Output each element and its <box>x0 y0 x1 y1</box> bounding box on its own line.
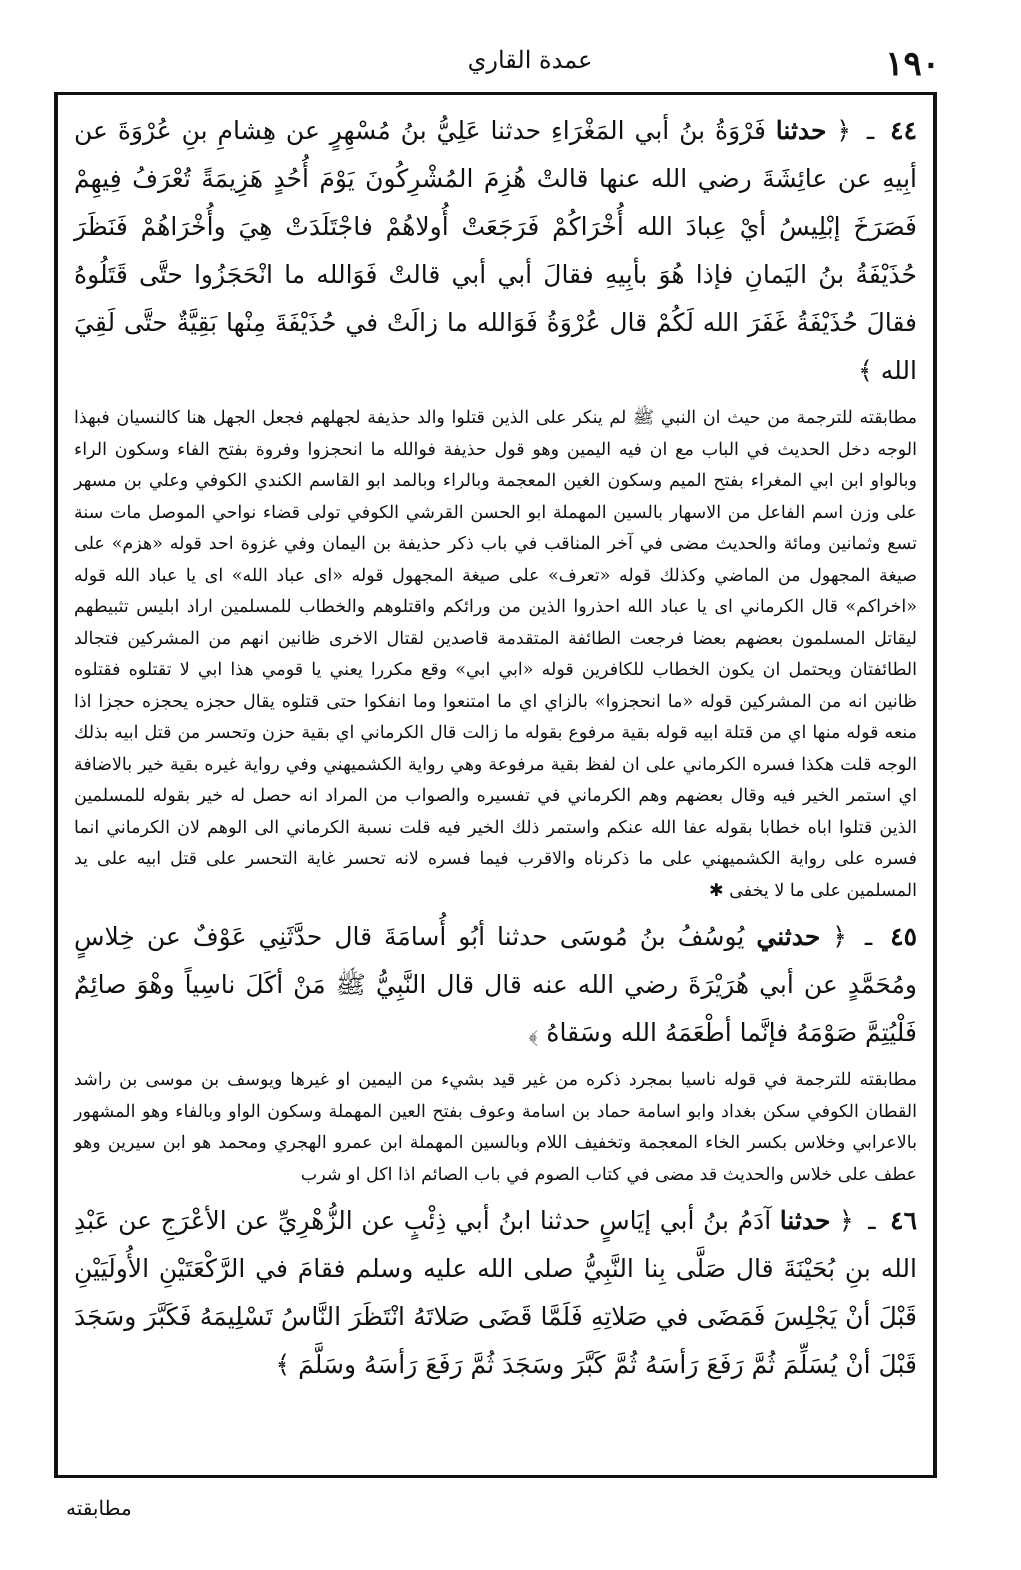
text-frame <box>54 92 937 1478</box>
ornament-open: ﴿ <box>839 1206 854 1235</box>
hadith-opening: حدثنا <box>779 1206 831 1235</box>
ornament-close: ﴾ <box>275 1350 291 1379</box>
hadith-number: ٤٦ <box>890 1206 917 1235</box>
ornament-open: ﴿ <box>836 116 852 145</box>
hadith-opening: حدثني <box>756 922 821 951</box>
hadith-number: ٤٤ <box>890 116 917 145</box>
end-mark: ✱ <box>708 880 724 901</box>
dash: ـ <box>866 116 875 145</box>
hadith-text: يُوسُفُ بنُ مُوسَى حدثنا أبُو أُسامَةَ قال حدَّثَنِي عَوْفٌ عن خِلاسٍ ومُحَمَّدٍ عن أبي هُرَيْرَةَ رضي الله عنه قال قال النَّبِيُّ ﷺ مَنْ أكَلَ ناسِياً وهْوَ صائِمٌ فَلْيُتِمَّ صَوْمَهُ فإنَّما أطْعَمَهُ الله وسَقاهُ <box>74 922 917 1047</box>
hadith-opening: حدثنا <box>775 116 827 145</box>
ornament-close: ﴾ <box>528 1018 539 1047</box>
dash: ـ <box>864 922 873 951</box>
hadith-46 <box>74 1197 917 1389</box>
page-number: ١٩٠ <box>885 44 940 84</box>
hadith-text: آدَمُ بنُ أبي إيَاسٍ حدثنا ابنُ أبي ذِئْبٍ عن الزُّهْرِيِّ عن الأعْرَجِ عن عَبْدِ الله بنِ بُحَيْنَةَ قال صَلَّى بِنا النَّبِيُّ صلى الله عليه وسلم فقامَ في الرَّكْعَتَيْنِ الأُولَيَيْنِ قَبْلَ أنْ يَجْلِسَ فَمَضَى في صَلاتِهِ فَلَمَّا قَضَى صَلاتَهُ انْتَظَرَ النَّاسُ تَسْلِيمَهُ فَكَبَّرَ وسَجَدَ قَبْلَ أنْ يُسَلِّمَ ثُمَّ رَفَعَ رَأسَهُ ثُمَّ كَبَّرَ وسَجَدَ ثُمَّ رَفَعَ رَأسَهُ وسَلَّمَ <box>74 1206 917 1379</box>
hadith-text: فَرْوَةُ بنُ أبي المَغْرَاءِ حدثنا عَلِيُّ بنُ مُسْهِرٍ عن هِشامِ بنِ عُرْوَةَ عن أبِيهِ عن عائِشَةَ رضي الله عنها قالتْ هُزِمَ المُشْرِكُونَ يَوْمَ أُحُدٍ هَزِيمَةً تُعْرَفُ فِيهِمْ فَصَرَخَ إبْلِيسُ أيْ عِبادَ الله أُخْرَاكُمْ فَرَجَعَتْ أُولاهُمْ فاجْتَلَدَتْ هِيَ وأُخْرَاهُمْ فَنَظَرَ حُذَيْفَةُ بنُ اليَمانِ فإذا هُوَ بأبِيهِ فقالَ أبي أبي قالتْ فَوَالله ما انْحَجَزُوا حتَّى قَتَلُوهُ فقالَ حُذَيْفَةُ غَفَرَ الله لَكُمْ قال عُرْوَةُ فَوَالله ما زالَتْ في حُذَيْفَةَ مِنْها بَقِيَّةٌ حتَّى لَقِيَ الله <box>74 116 917 385</box>
commentary-text: مطابقته للترجمة من حيث ان النبي ﷺ لم ينكر على الذين قتلوا والد حذيفة لجهلهم فجعل الجهل هنا كالنسيان فبهذا الوجه دخل الحديث في الباب مع ان فيه اليمين وهو قول حذيفة فوالله ما انحجزوا وفروة بفتح الفاء وسكون الراء وبالواو ابن ابي المغراء بفتح الميم وسكون الغين المعجمة وبالراء وبالمد ابو القاسم الكندي الكوفي وعلي بن مسهر على وزن اسم الفاعل من الاسهار بالسين المهملة ابو الحسن القرشي الكوفي تولى قضاء نواحي الموصل مات سنة تسع وثمانين ومائة والحديث مضى في آخر المناقب في باب ذكر حذيفة بن اليمان وفي غزوة احد قوله «هزم» على صيغة المجهول من الماضي وكذلك قوله «تعرف» على صيغة المجهول قوله «اى عباد الله» اى يا عباد الله قوله «اخراكم» قال الكرماني اى يا عباد الله احذروا الذين من ورائكم واقتلوهم والخطاب للمسلمين اراد ابليس تثبيطهم ليقاتل المسلمون بعضهم بعضا فرجعت الطائفة المتقدمة قاصدين لقتال الاخرى ظانين انهم من المشركين فتجالد الطائفتان ويحتمل ان يكون الخطاب للكافرين قوله «ابي ابي» وقع مكررا يعني يا قومي هذا ابي لا تقتلوه فقتلوه ظانين انه من المشركين قوله «ما انحجزوا» بالزاي اي ما امتنعوا وما انفكوا حتى قتلوه يقال حجزه يحجزه حجزا اذا منعه قوله منها اي من قتلة ابيه قوله بقية مرفوع بقوله ما زالت قال الكرماني اي بقية حزن وتحسر من قتل ابيه بذلك الوجه قلت هكذا فسره الكرماني على ان لفظ بقية مرفوعة وهي رواية الكشميهني وفي رواية غيره بقية خير بالاضافة اي استمر الخير فيه وقال بعضهم وهم الكرماني في تفسيره والصواب من المراد انه حصل له خير بقوله للمسلمين الذين قتلوا اباه خطابا بقوله عفا الله عنكم واستمر ذلك الخير فيه قلت نسبة الكرماني الى الوهم لان الكرماني انما فسره على رواية الكشميهني على ما ذكرناه والاقرب فيما فسره لانه تحسر غاية التحسر على قتل ابيه على يد المسلمين على ما لا يخفى <box>74 408 917 901</box>
ornament-open: ﴿ <box>832 922 847 951</box>
catchword: مطابقته <box>66 1496 132 1520</box>
commentary-text: مطابقته للترجمة في قوله ناسيا بمجرد ذكره من غير قيد بشيء من اليمين او غيرها ويوسف بن موسى بن راشد القطان الكوفي سكن بغداد وابو اسامة حماد بن اسامة وعوف بفتح العين المهملة وسكون الواو وبالفاء وهو المشهور بالاعرابي وخلاس بكسر الخاء المعجمة وتخفيف اللام وبالسين المهملة ابن عمرو الهجري ومحمد هو ابن سيرين وهو عطف على خلاس والحديث قد مضى في كتاب الصوم في باب الصائم اذا اكل او شرب <box>74 1070 917 1185</box>
hadith-number: ٤٥ <box>890 922 918 951</box>
ornament-close: ﴾ <box>858 356 873 385</box>
page-header <box>120 36 940 86</box>
commentary-45 <box>74 1065 917 1191</box>
hadith-45 <box>74 913 917 1057</box>
dash: ـ <box>868 1206 876 1235</box>
running-title: عمدة القاري <box>467 46 593 74</box>
hadith-44 <box>74 107 917 395</box>
commentary-44 <box>74 403 917 907</box>
